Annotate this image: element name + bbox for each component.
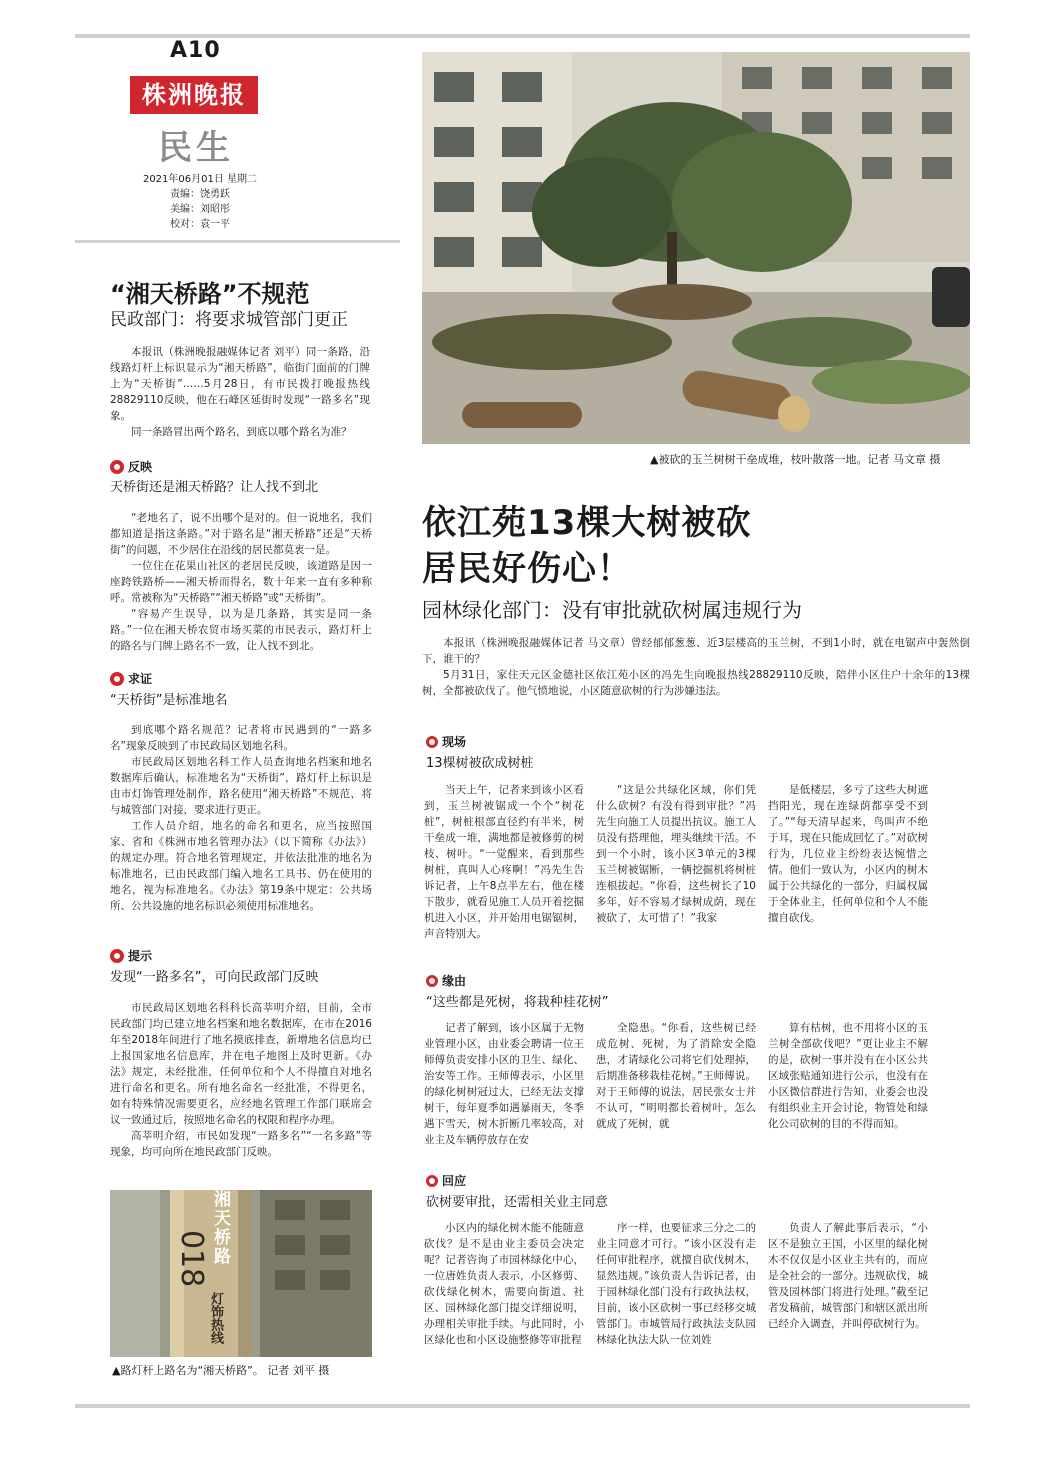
lamp-pole-photo <box>110 1190 372 1357</box>
circle-bullet-icon <box>426 975 438 987</box>
section-title-response: 砍树要审批，还需相关业主同意 <box>426 1195 609 1210</box>
section-title-scene: 13棵树被砍成树桩 <box>426 756 534 771</box>
scene-column-1: 当天上午，记者来到该小区看到，玉兰树被锯成一个个“树花桩”，树桩根部直径约有半米，树干垒成一堆，满地都是被修剪的树枝、树叶。“一觉醒来，看到那些树桩，真叫人心疼啊！”冯先生告诉记者，上午8点半左右，他在楼下散步，就看见施工人员开着挖掘机进入小区，并开始用电锯锯树，声音特别大。 <box>424 784 584 940</box>
left-lead <box>110 344 370 440</box>
section-body-tip <box>110 1000 372 1160</box>
reason-column-1: 记者了解到，该小区属于无物业管理小区，由业委会聘请一位王师傅负责安排小区的卫生、绿化、治安等工作。王师傅表示，小区里的绿化树树冠过大，已经无法支撑树干，每年夏季如遇暴雨天，冬季遇下雪天，树木折断几率较高，对业主及车辆停放存在安 <box>424 1022 584 1146</box>
circle-bullet-icon <box>110 672 124 686</box>
right-subhead: 园林绿化部门：没有审批就砍树属违规行为 <box>422 598 802 622</box>
scene-column-3: 是低楼层，多亏了这些大树遮挡阳光，现在连绿荫都享受不到了。”“每天清早起来，鸟叫声不绝于耳，现在只能成回忆了。”对砍树行为，几位业主纷纷表达惋惜之情。他们一致认为，小区内的树木属于公共绿化的一部分，归属权属于全体业主，任何单位和个人不能擅自砍伐。 <box>768 784 928 924</box>
sign-road-name: 湘天桥路 <box>210 1190 230 1266</box>
section-title-tip: 发现“一路多名”，可向民政部门反映 <box>110 970 319 985</box>
tag-response: 回应 <box>426 1172 466 1189</box>
masthead-divider <box>75 240 400 243</box>
reason-column-3: 算有枯树，也不用将小区的玉兰树全部砍伐吧？”更让业主不解的是，砍树一事并没有在小区公共区域张贴通知进行公示，也没有在小区微信群进行告知，业委会也没有组织业主开会讨论，物管处和绿化公司砍树的目的不得而知。 <box>768 1022 928 1130</box>
section-title-reflect: 天桥街还是湘天桥路？让人找不到北 <box>110 480 319 495</box>
circle-bullet-icon <box>110 460 124 474</box>
lamp-pole-illustration <box>110 1190 372 1357</box>
left-photo-caption: ▲路灯杆上路名为“湘天桥路”。 记者 刘平 摄 <box>112 1364 330 1377</box>
felled-trees-illustration <box>422 52 970 444</box>
left-lead-paragraph: 同一条路冒出两个路名，到底以哪个路名为准？ <box>131 426 352 438</box>
response-column-2: 序一样，也要征求三分之二的业主同意才可行。“该小区没有走任何审批程序，就擅自砍伐树木，显然违规。”该负责人告诉记者，由于园林绿化部门没有行政执法权，目前，该小区砍树一事已经移交城管部门。市城管局行政执法支队园林绿化执法大队一位刘姓 <box>596 1222 756 1346</box>
left-subhead: 民政部门：将要求城管部门更正 <box>110 310 348 330</box>
right-headline-line2: 居民好伤心！ <box>422 549 632 589</box>
reason-column-2: 全隐患。“你看，这些树已经成危树、死树，为了消除安全隐患，才请绿化公司将它们处理掉，后期准备移栽桂花树。”王师傅说。对于王师傅的说法，居民张女士并不认可，“明明都长着树叶，怎么就成了死树，就 <box>596 1022 756 1130</box>
paragraph: 高莘明介绍，市民如发现“一路多名”“一名多路”等现象，均可向所在地民政部门反映。 <box>110 1130 372 1158</box>
paragraph: “容易产生误导，以为是几条路，其实是同一条路。”一位在湘天桥农贸市场买菜的市民表示，路灯杆上的路名与门牌上路名不一致，让人找不到北。 <box>110 608 372 652</box>
sign-number: 018 <box>174 1230 209 1288</box>
section-body-verify <box>110 722 372 914</box>
tag-reason: 缘由 <box>426 972 466 989</box>
circle-bullet-icon <box>426 1175 438 1187</box>
paragraph: 到底哪个路名规范？记者将市民遇到的“一路多名”现象反映到了市民政局区划地名科。 <box>110 724 372 752</box>
section-title-reason: “这些都是死树，将栽种桂花树” <box>426 995 609 1010</box>
page-number: A10 <box>170 38 221 63</box>
art-editor-credit: 美编：刘昭彤 <box>170 204 230 215</box>
sign-hotline: 灯饰热线 <box>208 1292 223 1344</box>
tag-verify: 求证 <box>110 670 152 687</box>
paragraph: 市民政局区划地名科科长高莘明介绍，目前，全市民政部门均已建立地名档案和地名数据库，在市在2016年至2018年间进行了地名摸底排查，新增地名信息均已上报国家地名信息库，并在电子地图上及时更新。《办法》规定，未经批准，任何单位和个人不得擅自对地名进行命名和更名。所有地名命名一经批准，不得更名，如有特殊情况需要更名，应经地名管理工作部门联席会议一致通过后，按照地名命名的权限和程序办理。 <box>110 1002 372 1126</box>
section-body-reflect <box>110 510 372 654</box>
tag-scene: 现场 <box>426 733 466 750</box>
right-lead-paragraph: 本报讯（株洲晚报融媒体记者 马文章）曾经郁郁葱葱、近3层楼高的玉兰树，不到1小时，就在电锯声中轰然倒下，谁干的？ <box>422 637 970 665</box>
editor-credit: 责编：饶勇跃 <box>170 189 230 200</box>
section-title-verify: “天桥街”是标准地名 <box>110 693 228 708</box>
paragraph: 市民政局区划地名科工作人员查询地名档案和地名数据库后确认，标准地名为“天桥街”，路灯杆上标识是由市灯饰管理处制作，路名使用“湘天桥路”不规范，将与城管部门对接，要求进行更正。 <box>110 756 372 816</box>
felled-trees-photo <box>422 52 970 444</box>
proofreader-credit: 校对：袁一平 <box>170 219 230 230</box>
scene-column-2: “这是公共绿化区域，你们凭什么砍树？有没有得到审批？”冯先生向施工人员提出抗议。施工人员没有搭理他，埋头继续干活。不到一个小时，该小区3单元的3棵玉兰树被锯断，一辆挖掘机将树桩连根拔起。“你看，这些树长了10多年，好不容易才绿树成荫，现在被砍了，太可惜了！”我家 <box>596 784 756 924</box>
tag-tip: 提示 <box>110 947 152 964</box>
bottom-rule <box>75 1404 970 1408</box>
newspaper-logo: 株洲晚报 <box>130 76 258 114</box>
circle-bullet-icon <box>110 949 124 963</box>
section-title: 民生 <box>158 128 234 168</box>
right-lead <box>422 635 970 699</box>
tag-reflect: 反映 <box>110 458 152 475</box>
left-headline: “湘天桥路”不规范 <box>110 280 310 308</box>
response-column-1: 小区内的绿化树木能不能随意砍伐？是不是由业主委员会决定呢？记者咨询了市园林绿化中心，一位唐姓负责人表示，小区修剪、砍伐绿化树木，需要向街道、社区、园林绿化部门提交详细说明，办理相关审批手续。与此同时，小区绿化也和小区设施整修等审批程 <box>424 1222 584 1346</box>
circle-bullet-icon <box>426 736 438 748</box>
right-headline-line1: 依江苑13棵大树被砍 <box>422 503 752 543</box>
right-photo-caption: ▲被砍的玉兰树树干垒成堆，枝叶散落一地。记者 马文章 摄 <box>650 453 941 466</box>
response-column-3: 负责人了解此事后表示，“小区不是独立王国，小区里的绿化树木不仅仅是小区业主共有的，而应是全社会的一部分。违规砍伐，城管及园林部门将进行处理。”截至记者发稿前，城管部门和辖区派出所已经介入调查，并叫停砍树行为。 <box>768 1222 928 1330</box>
paragraph: 一位住在花果山社区的老居民反映，该道路是因一座跨铁路桥——湘天桥而得名，数十年来一直有多种称呼。常被称为“天桥路”“湘天桥路”或“天桥街”。 <box>110 560 372 604</box>
paragraph: “老地名了，说不出哪个是对的。但一说地名，我们都知道是指这条路。”对于路名是“湘天桥路”还是“天桥街”的问题，不少居住在沿线的居民都莫衷一是。 <box>110 512 372 556</box>
left-lead-paragraph: 本报讯（株洲晚报融媒体记者 刘平）同一条路，沿线路灯杆上标识显示为“湘天桥路”，临街门面前的门牌上为“天桥街”……5月28日，有市民拨打晚报热线28829110反映，他在石峰区延街时发现“一路多名”现象。 <box>110 346 370 422</box>
paragraph: 工作人员介绍，地名的命名和更名，应当按照国家、省和《株洲市地名管理办法》（以下简称《办法》）的规定办理。符合地名管理规定，并依法批准的地名为标准地名，已由民政部门编入地名工具书、仍在使用的地名，视为标准地名。《办法》第19条中规定：公共场所、公共设施的地名标识必须使用标准地名。 <box>110 820 372 912</box>
issue-date: 2021年06月01日 星期二 <box>142 174 258 185</box>
right-lead-paragraph: 5月31日，家住天元区金德社区依江苑小区的冯先生向晚报热线28829110反映，陪伴小区住户十余年的13棵树，全都被砍伐了。他气愤地说，小区随意砍树的行为涉嫌违法。 <box>422 669 970 697</box>
